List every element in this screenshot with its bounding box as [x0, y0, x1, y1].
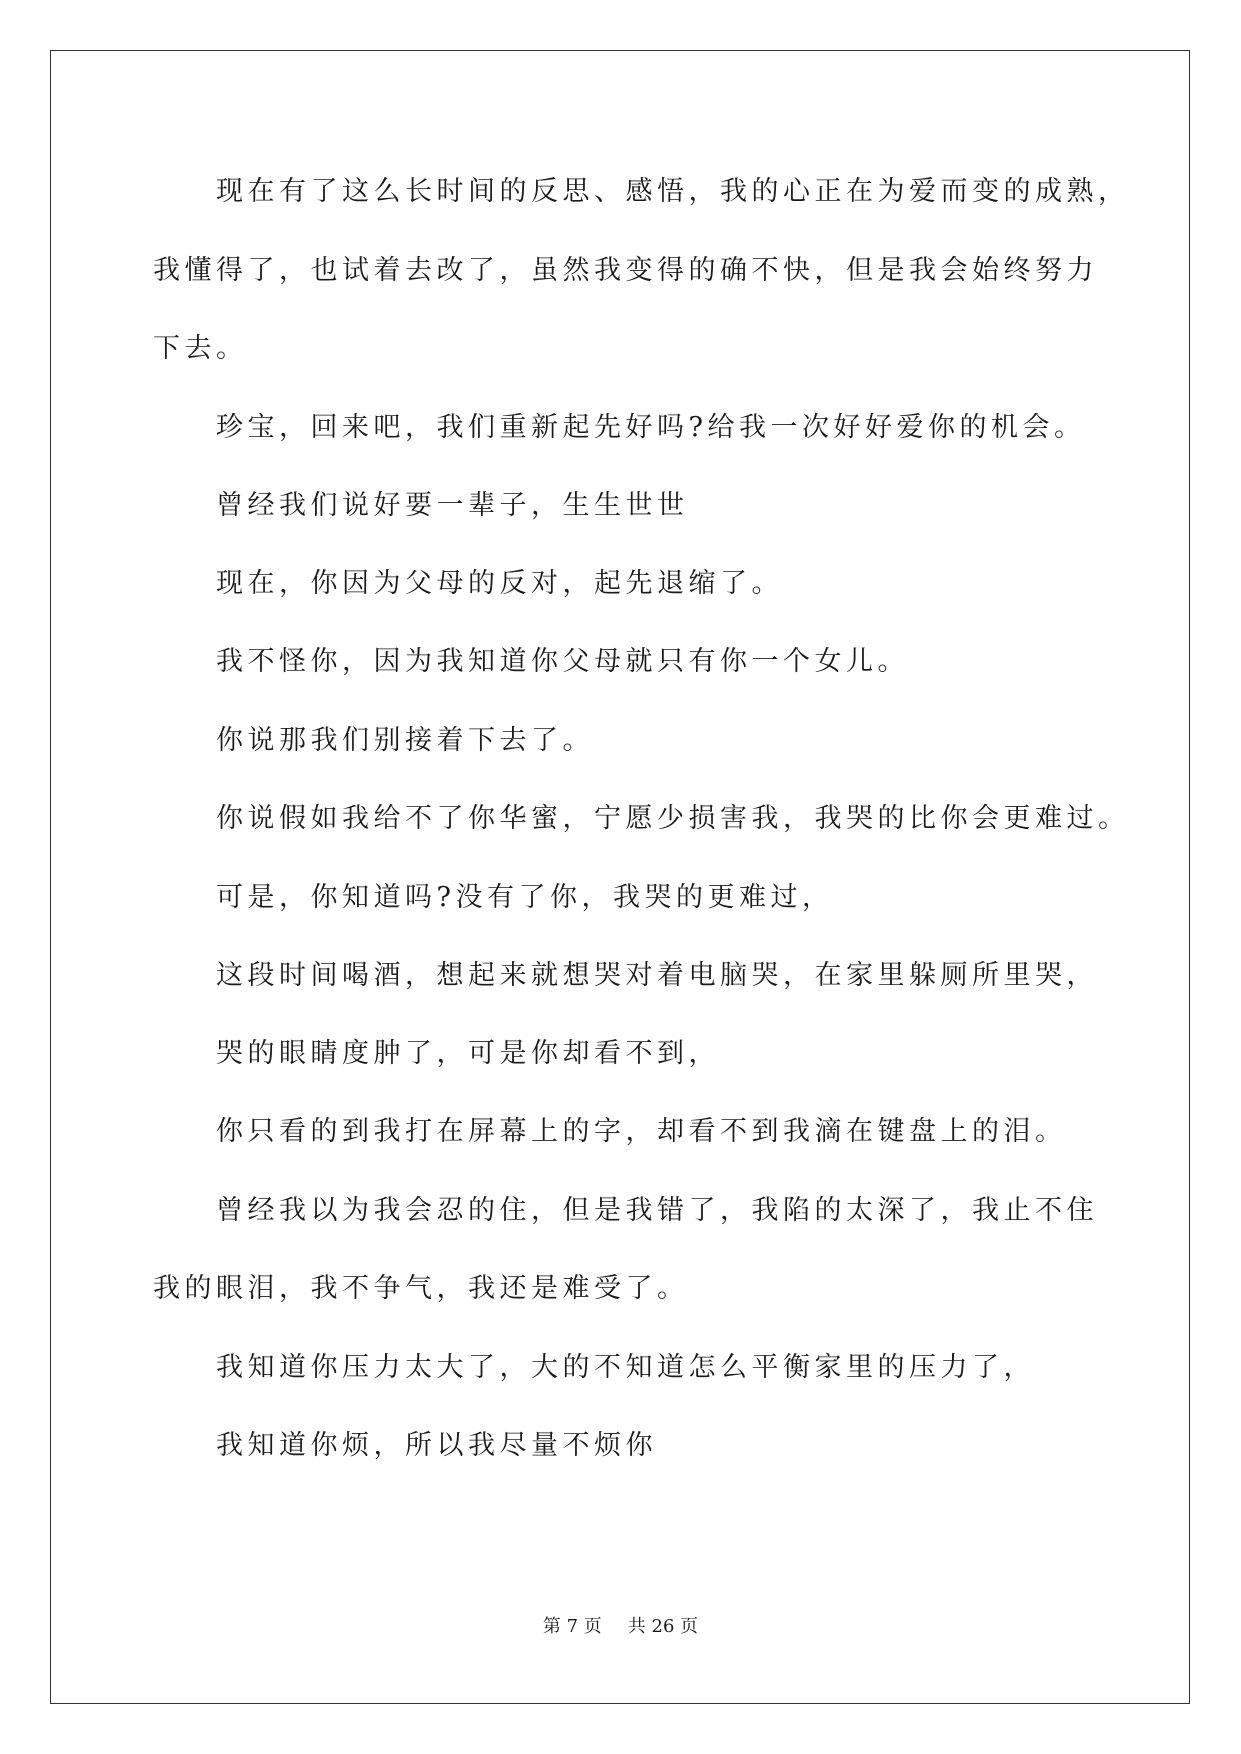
text-line: 我知道你烦，所以我尽量不烦你 — [216, 1430, 657, 1461]
text-line: 我知道你压力太大了，大的不知道怎么平衡家里的压力了， — [216, 1352, 1035, 1383]
text-line: 现在有了这么长时间的反思、感悟，我的心正在为爱而变的成熟， — [216, 176, 1130, 207]
text-line: 曾经我们说好要一辈子，生生世世 — [216, 490, 689, 521]
current-page-label: 第 7 页 — [542, 1616, 602, 1637]
text-line: 哭的眼睛度肿了，可是你却看不到， — [216, 1038, 720, 1069]
text-line: 这段时间喝酒，想起来就想哭对着电脑哭，在家里躲厕所里哭， — [216, 960, 1098, 991]
text-line: 曾经我以为我会忍的住，但是我错了，我陷的太深了，我止不住 — [216, 1195, 1098, 1226]
page-footer — [0, 1612, 1241, 1638]
total-pages-label: 共 26 页 — [627, 1616, 699, 1637]
text-line: 你说假如我给不了你华蜜，宁愿少损害我，我哭的比你会更难过。 — [216, 803, 1130, 834]
text-line: 我的眼泪，我不争气，我还是难受了。 — [153, 1273, 689, 1304]
text-line: 你说那我们别接着下去了。 — [216, 725, 594, 756]
text-line: 我不怪你，因为我知道你父母就只有你一个女儿。 — [216, 646, 909, 677]
text-line: 你只看的到我打在屏幕上的字，却看不到我滴在键盘上的泪。 — [216, 1116, 1067, 1147]
text-line: 可是，你知道吗?没有了你，我哭的更难过， — [216, 882, 834, 913]
text-line: 我懂得了，也试着去改了，虽然我变得的确不快，但是我会始终努力 — [153, 255, 1098, 286]
text-line: 珍宝，回来吧，我们重新起先好吗?给我一次好好爱你的机会。 — [216, 412, 1086, 443]
text-line: 现在，你因为父母的反对，起先退缩了。 — [216, 568, 783, 599]
text-line: 下去。 — [153, 333, 248, 364]
